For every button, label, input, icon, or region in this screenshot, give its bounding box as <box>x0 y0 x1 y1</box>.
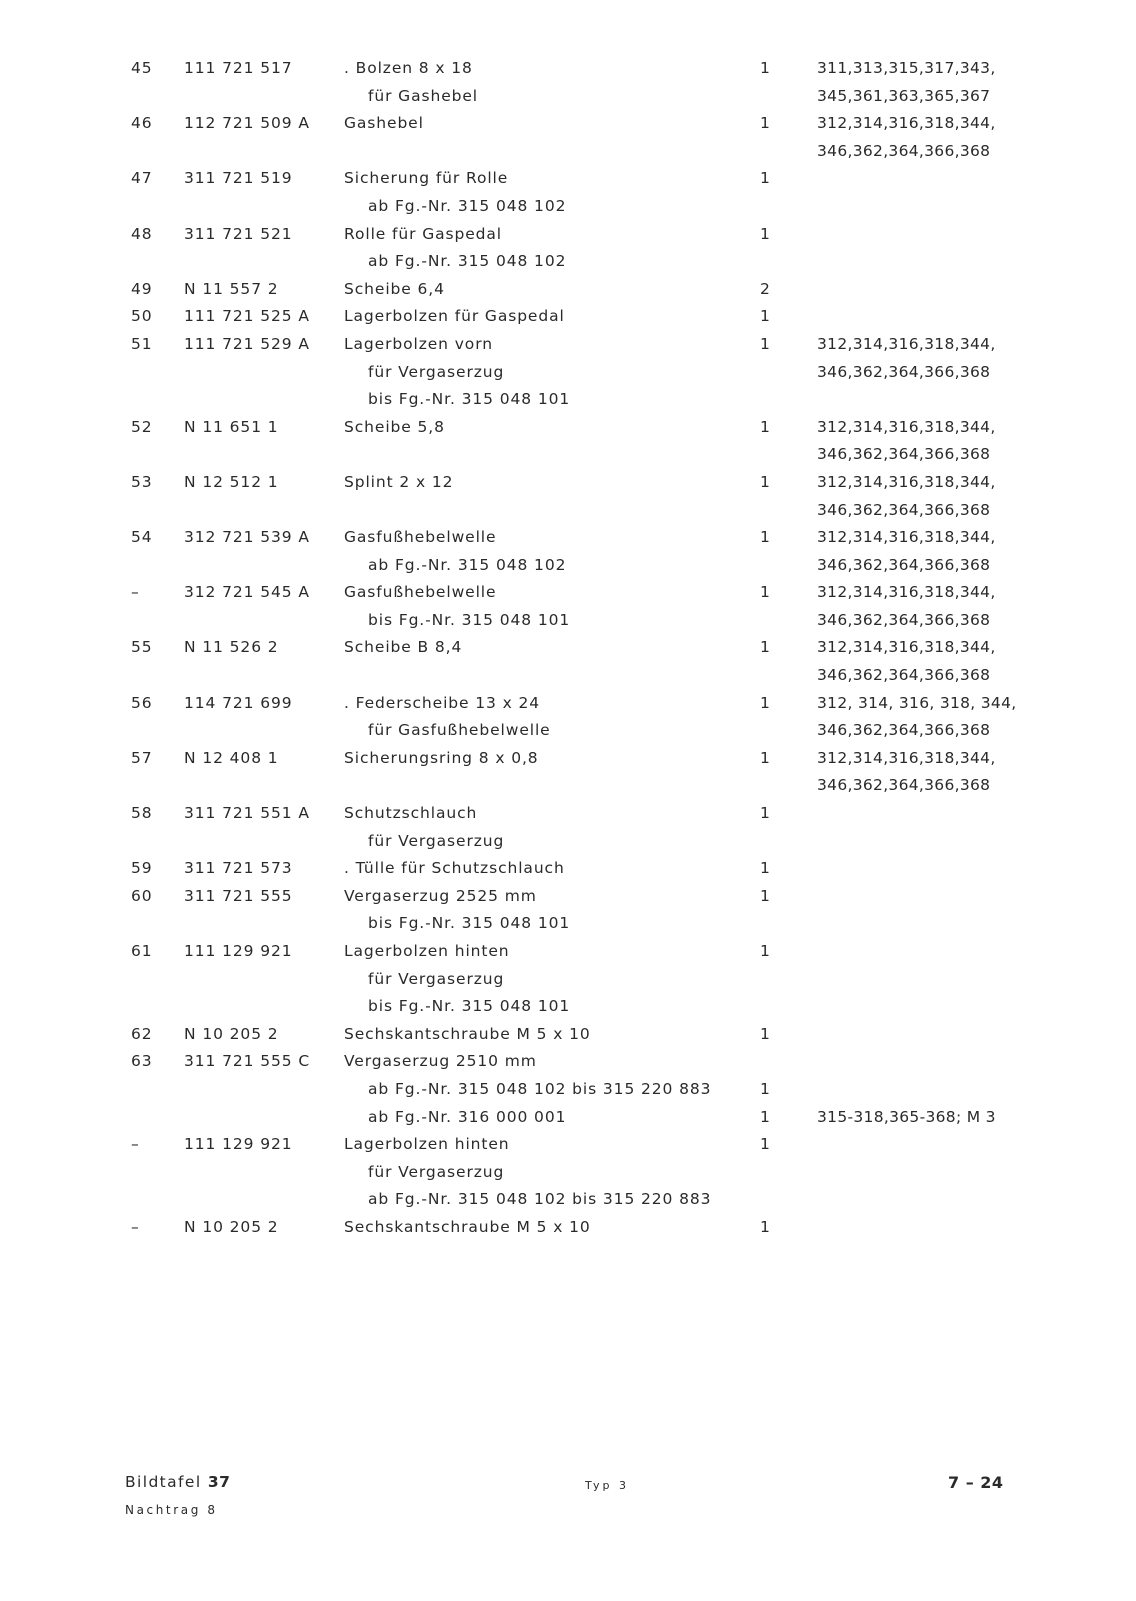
part-row-continuation <box>0 386 1136 414</box>
part-number: 311 721 573 <box>184 859 293 878</box>
position-number: 53 <box>131 472 153 491</box>
applicability: 312,314,316,318,344, <box>817 748 996 767</box>
part-row <box>0 745 1136 773</box>
part-description: . Federscheibe 13 x 24 <box>344 693 541 712</box>
part-row <box>0 1214 1136 1242</box>
part-number: N 12 408 1 <box>184 748 279 767</box>
part-number: N 10 205 2 <box>184 1217 279 1236</box>
position-number: 60 <box>131 886 153 905</box>
part-row-continuation <box>0 552 1136 580</box>
position-number: 54 <box>131 528 153 547</box>
part-description: für Gashebel <box>368 86 479 105</box>
position-number: 61 <box>131 942 153 960</box>
part-description: bis Fg.-Nr. 315 048 101 <box>368 390 571 409</box>
quantity: 1 <box>760 417 771 436</box>
part-row-continuation <box>0 1104 1136 1132</box>
part-row-continuation <box>0 1186 1136 1214</box>
part-number: 111 721 525 A <box>184 307 310 326</box>
position-number: 57 <box>131 748 153 767</box>
part-description: Vergaserzug 2525 mm <box>344 886 537 905</box>
part-row-continuation <box>0 607 1136 635</box>
part-row <box>0 634 1136 662</box>
part-number: N 10 205 2 <box>184 1024 279 1043</box>
part-description: Lagerbolzen hinten <box>344 942 510 960</box>
applicability: 312,314,316,318,344, <box>817 528 996 547</box>
applicability: 311,313,315,317,343, <box>817 59 996 77</box>
part-row <box>0 938 1136 966</box>
part-number: 311 721 555 <box>184 886 293 905</box>
part-description: Gashebel <box>344 114 424 133</box>
part-row-continuation <box>0 717 1136 745</box>
part-row-continuation <box>0 1076 1136 1104</box>
applicability: 346,362,364,366,368 <box>817 500 991 519</box>
part-number: N 11 557 2 <box>184 279 279 298</box>
part-description: Schutzschlauch <box>344 804 478 823</box>
position-number: 63 <box>131 1052 153 1071</box>
part-row-continuation <box>0 966 1136 994</box>
part-row-continuation <box>0 910 1136 938</box>
quantity: 1 <box>760 1079 771 1098</box>
plate-number: 37 <box>207 1473 231 1491</box>
position-number: 58 <box>131 804 153 823</box>
part-row <box>0 469 1136 497</box>
part-number: 311 721 519 <box>184 169 293 188</box>
part-row <box>0 883 1136 911</box>
part-row <box>0 303 1136 331</box>
quantity: 1 <box>760 1107 771 1126</box>
part-number: 111 129 921 <box>184 942 293 960</box>
position-number: – <box>131 1217 140 1236</box>
part-row-continuation <box>0 828 1136 856</box>
position-number: 45 <box>131 59 153 77</box>
part-description: Scheibe 5,8 <box>344 417 445 436</box>
part-description: Vergaserzug 2510 mm <box>344 1052 537 1071</box>
part-number: 311 721 521 <box>184 224 293 243</box>
position-number: 62 <box>131 1024 153 1043</box>
applicability: 312,314,316,318,344, <box>817 472 996 491</box>
part-number: N 12 512 1 <box>184 472 279 491</box>
quantity: 1 <box>760 638 771 657</box>
part-description: Lagerbolzen vorn <box>344 334 493 353</box>
part-number: 112 721 509 A <box>184 114 310 133</box>
part-description: ab Fg.-Nr. 315 048 102 bis 315 220 883 <box>368 1190 712 1209</box>
part-description: Sechskantschraube M 5 x 10 <box>344 1217 591 1236</box>
part-description: ab Fg.-Nr. 315 048 102 <box>368 555 567 574</box>
position-number: 50 <box>131 307 153 326</box>
position-number: 55 <box>131 638 153 657</box>
part-description: bis Fg.-Nr. 315 048 101 <box>368 914 571 933</box>
quantity: 1 <box>760 1024 771 1043</box>
quantity: 2 <box>760 279 771 298</box>
part-description: Sicherungsring 8 x 0,8 <box>344 748 539 767</box>
part-description: ab Fg.-Nr. 315 048 102 bis 315 220 883 <box>368 1079 712 1098</box>
part-description: ab Fg.-Nr. 316 000 001 <box>368 1107 567 1126</box>
part-description: Lagerbolzen für Gaspedal <box>344 307 565 326</box>
position-number: – <box>131 1135 140 1154</box>
part-description: ab Fg.-Nr. 315 048 102 <box>368 196 567 215</box>
part-number: 312 721 545 A <box>184 583 310 602</box>
quantity: 1 <box>760 307 771 326</box>
applicability: 312,314,316,318,344, <box>817 417 996 436</box>
applicability: 315-318,365-368; M 3 <box>817 1107 996 1126</box>
part-description: Sechskantschraube M 5 x 10 <box>344 1024 591 1043</box>
applicability: 346,362,364,366,368 <box>817 445 991 464</box>
part-row <box>0 855 1136 883</box>
quantity: 1 <box>760 886 771 905</box>
position-number: 48 <box>131 224 153 243</box>
quantity: 1 <box>760 748 771 767</box>
part-description: Scheibe 6,4 <box>344 279 445 298</box>
quantity: 1 <box>760 693 771 712</box>
part-description: für Gasfußhebelwelle <box>368 721 551 740</box>
part-row-continuation <box>0 83 1136 111</box>
position-number: 49 <box>131 279 153 298</box>
part-row <box>0 221 1136 249</box>
part-row-continuation <box>0 772 1136 800</box>
quantity: 1 <box>760 169 771 188</box>
part-row-continuation <box>0 993 1136 1021</box>
plate-label <box>125 1473 230 1491</box>
quantity: 1 <box>760 224 771 243</box>
part-number: 111 721 517 <box>184 59 293 77</box>
part-number: 311 721 551 A <box>184 804 310 823</box>
applicability: 346,362,364,366,368 <box>817 362 991 381</box>
page-number: 7 – 24 <box>948 1473 1004 1492</box>
position-number: – <box>131 583 140 602</box>
position-number: 47 <box>131 169 153 188</box>
part-description: Lagerbolzen hinten <box>344 1135 510 1154</box>
part-row <box>0 55 1136 83</box>
part-number: 311 721 555 C <box>184 1052 311 1071</box>
part-row-continuation <box>0 441 1136 469</box>
quantity: 1 <box>760 942 771 960</box>
part-description: bis Fg.-Nr. 315 048 101 <box>368 997 571 1016</box>
part-row-continuation <box>0 193 1136 221</box>
applicability: 312,314,316,318,344, <box>817 334 996 353</box>
applicability: 346,362,364,366,368 <box>817 666 991 685</box>
type-label: Typ 3 <box>585 1479 629 1492</box>
part-row <box>0 800 1136 828</box>
part-description: bis Fg.-Nr. 315 048 101 <box>368 610 571 629</box>
position-number: 46 <box>131 114 153 133</box>
part-description: für Vergaserzug <box>368 969 505 988</box>
applicability: 346,362,364,366,368 <box>817 721 991 740</box>
part-description: für Vergaserzug <box>368 831 505 850</box>
part-row <box>0 165 1136 193</box>
part-row-continuation <box>0 359 1136 387</box>
part-row <box>0 524 1136 552</box>
part-row-continuation <box>0 248 1136 276</box>
part-number: 114 721 699 <box>184 693 293 712</box>
position-number: 51 <box>131 334 153 353</box>
part-description: Splint 2 x 12 <box>344 472 454 491</box>
part-description: ab Fg.-Nr. 315 048 102 <box>368 252 567 271</box>
part-row <box>0 110 1136 138</box>
part-row <box>0 1021 1136 1049</box>
part-row <box>0 579 1136 607</box>
part-description: Sicherung für Rolle <box>344 169 509 188</box>
part-number: N 11 526 2 <box>184 638 279 657</box>
part-row-continuation <box>0 662 1136 690</box>
supplement-label: Nachtrag 8 <box>125 1503 218 1517</box>
applicability: 346,362,364,366,368 <box>817 555 991 574</box>
quantity: 1 <box>760 472 771 491</box>
quantity: 1 <box>760 1217 771 1236</box>
part-number: 111 721 529 A <box>184 334 310 353</box>
applicability: 346,362,364,366,368 <box>817 610 991 629</box>
part-description: Rolle für Gaspedal <box>344 224 503 243</box>
part-row <box>0 414 1136 442</box>
quantity: 1 <box>760 583 771 602</box>
part-number: 111 129 921 <box>184 1135 293 1154</box>
applicability: 346,362,364,366,368 <box>817 141 991 160</box>
quantity: 1 <box>760 859 771 878</box>
part-description: Gasfußhebelwelle <box>344 528 497 547</box>
quantity: 1 <box>760 59 771 77</box>
position-number: 56 <box>131 693 153 712</box>
applicability: 312,314,316,318,344, <box>817 638 996 657</box>
plate-label-text: Bildtafel <box>125 1473 202 1491</box>
parts-list <box>0 55 1136 1242</box>
applicability: 312,314,316,318,344, <box>817 583 996 602</box>
part-row <box>0 690 1136 718</box>
part-row <box>0 276 1136 304</box>
part-row <box>0 331 1136 359</box>
part-row-continuation <box>0 497 1136 525</box>
part-row <box>0 1048 1136 1076</box>
part-description: Gasfußhebelwelle <box>344 583 497 602</box>
part-number: N 11 651 1 <box>184 417 279 436</box>
part-row-continuation <box>0 1159 1136 1187</box>
part-description: für Vergaserzug <box>368 1162 505 1181</box>
position-number: 52 <box>131 417 153 436</box>
quantity: 1 <box>760 1135 771 1154</box>
quantity: 1 <box>760 528 771 547</box>
applicability: 312, 314, 316, 318, 344, <box>817 693 1017 712</box>
part-row <box>0 1131 1136 1159</box>
part-description: . Bolzen 8 x 18 <box>344 59 473 77</box>
applicability: 312,314,316,318,344, <box>817 114 996 133</box>
part-row-continuation <box>0 138 1136 166</box>
applicability: 346,362,364,366,368 <box>817 776 991 795</box>
part-number: 312 721 539 A <box>184 528 310 547</box>
quantity: 1 <box>760 334 771 353</box>
part-description: . Tülle für Schutzschlauch <box>344 859 565 878</box>
quantity: 1 <box>760 804 771 823</box>
applicability: 345,361,363,365,367 <box>817 86 991 105</box>
part-description: für Vergaserzug <box>368 362 505 381</box>
quantity: 1 <box>760 114 771 133</box>
part-description: Scheibe B 8,4 <box>344 638 463 657</box>
position-number: 59 <box>131 859 153 878</box>
